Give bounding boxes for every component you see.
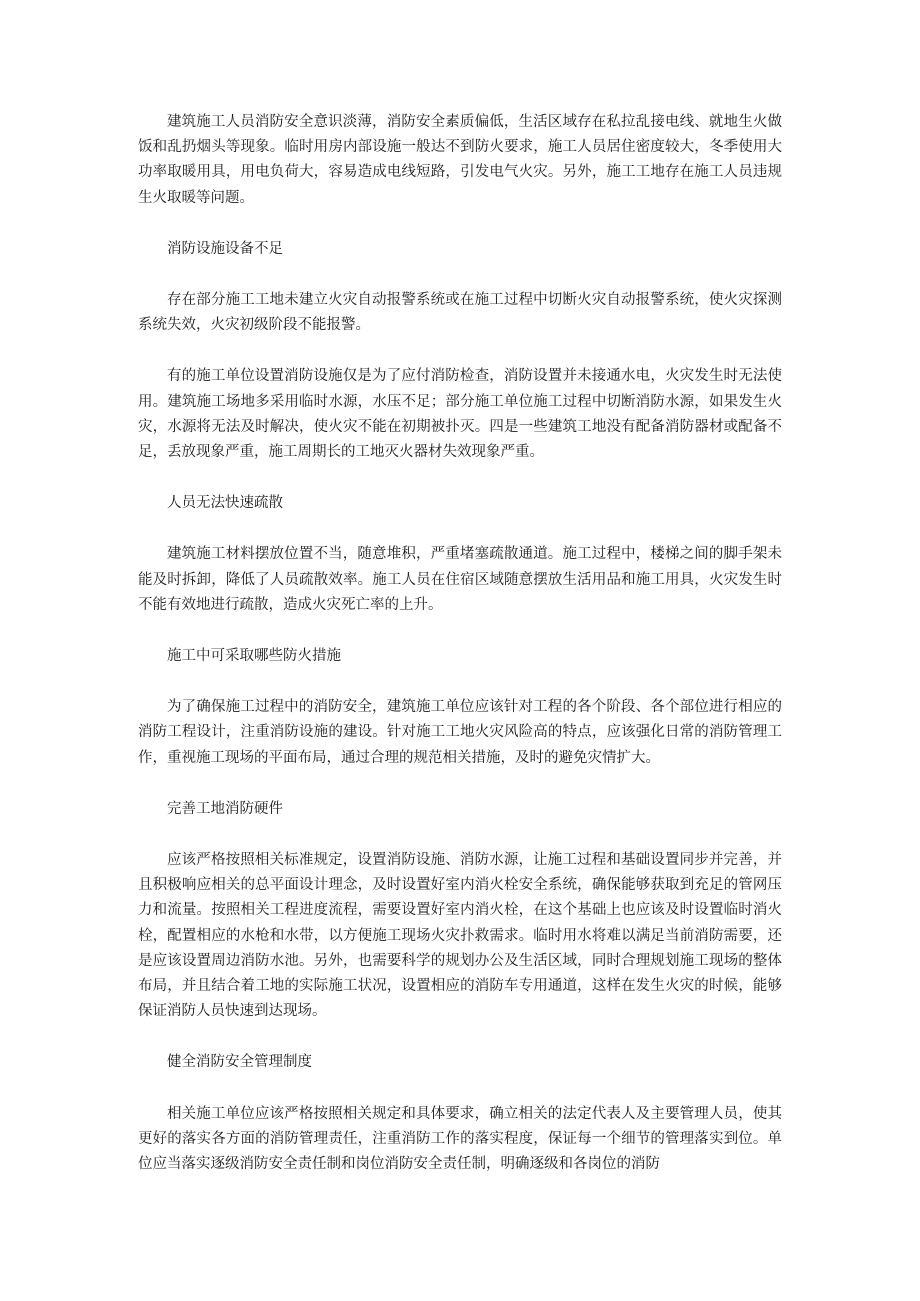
- document-page: [138, 110, 782, 1203]
- heading-management-system: 健全消防安全管理制度: [167, 1054, 312, 1071]
- heading-evacuation: 人员无法快速疏散: [167, 495, 283, 512]
- paragraph-hardware: 应该严格按照相关标准规定，设置消防设施、消防水源，让施工过程和基础设置同步并完善，并且积极响应相关的总平面设计理念，及时设置好室内消火栓安全系统，确保能够获取到充足的管网压力和流量。按照相关工程进度流程，需要设置好室内消火栓，在这个基础上也应该及时设置临时消火栓，配置相应的水枪和水带，以方便施工现场火灾扑救需求。临时用水将难以满足当前消防需要，还是应该设置周边消防水池。另外，也需要科学的规划办公及生活区域，同时合理规划施工现场的整体布局，并且结合着工地的实际施工状况，设置相应的消防车专用通道，这样在发生火灾的时候，能够保证消防人员快速到达现场。: [138, 852, 782, 1020]
- paragraph-personnel-awareness: 建筑施工人员消防安全意识淡薄，消防安全素质偏低，生活区域存在私拉乱接电线、就地生火做饭和乱扔烟头等现象。临时用房内部设施一般达不到防火要求，施工人员居住密度较大，冬季使用大功率取暖用具，用电负荷大，容易造成电线短路，引发电气火灾。另外，施工工地存在施工人员违规生火取暖等问题。: [138, 114, 782, 206]
- heading-facilities-insufficient: 消防设施设备不足: [167, 240, 283, 257]
- paragraph-evacuation: 建筑施工材料摆放位置不当，随意堆积，严重堵塞疏散通道。施工过程中，楼梯之间的脚手架未能及时拆卸，降低了人员疏散效率。施工人员在住宿区域随意摆放生活用品和施工用具，火灾发生时不能有效地进行疏散，造成火灾死亡率的上升。: [138, 546, 782, 613]
- paragraph-fire-measures: 为了确保施工过程中的消防安全，建筑施工单位应该针对工程的各个阶段、各个部位进行相应的消防工程设计，注重消防设施的建设。针对施工工地火灾风险高的特点，应该强化日常的消防管理工作，重视施工现场的平面布局，通过合理的规范相关措施，及时的避免灾情扩大。: [138, 699, 782, 766]
- paragraph-facilities-inspection: 有的施工单位设置消防设施仅是为了应付消防检查，消防设置并未接通水电，火灾发生时无法使用。建筑施工场地多采用临时水源，水压不足；部分施工单位施工过程中切断消防水源，如果发生火灾，水源将无法及时解决，使火灾不能在初期被扑灭。四是一些建筑工地没有配备消防器材或配备不足，丢放现象严重，施工周期长的工地灭火器材失效现象严重。: [138, 368, 782, 461]
- heading-hardware: 完善工地消防硬件: [167, 800, 283, 817]
- paragraph-management-system: 相关施工单位应该严格按照相关规定和具体要求，确立相关的法定代表人及主要管理人员，使其更好的落实各方面的消防管理责任，注重消防工作的落实程度，保证每一个细节的管理落实到位。单位应当落实逐级消防安全责任制和岗位消防安全责任制，明确逐级和各岗位的消防: [138, 1105, 782, 1173]
- heading-fire-measures: 施工中可采取哪些防火措施: [167, 648, 341, 665]
- paragraph-alarm-system: 存在部分施工工地未建立火灾自动报警系统或在施工过程中切断火灾自动报警系统，使火灾探测系统失效，火灾初级阶段不能报警。: [138, 292, 782, 334]
